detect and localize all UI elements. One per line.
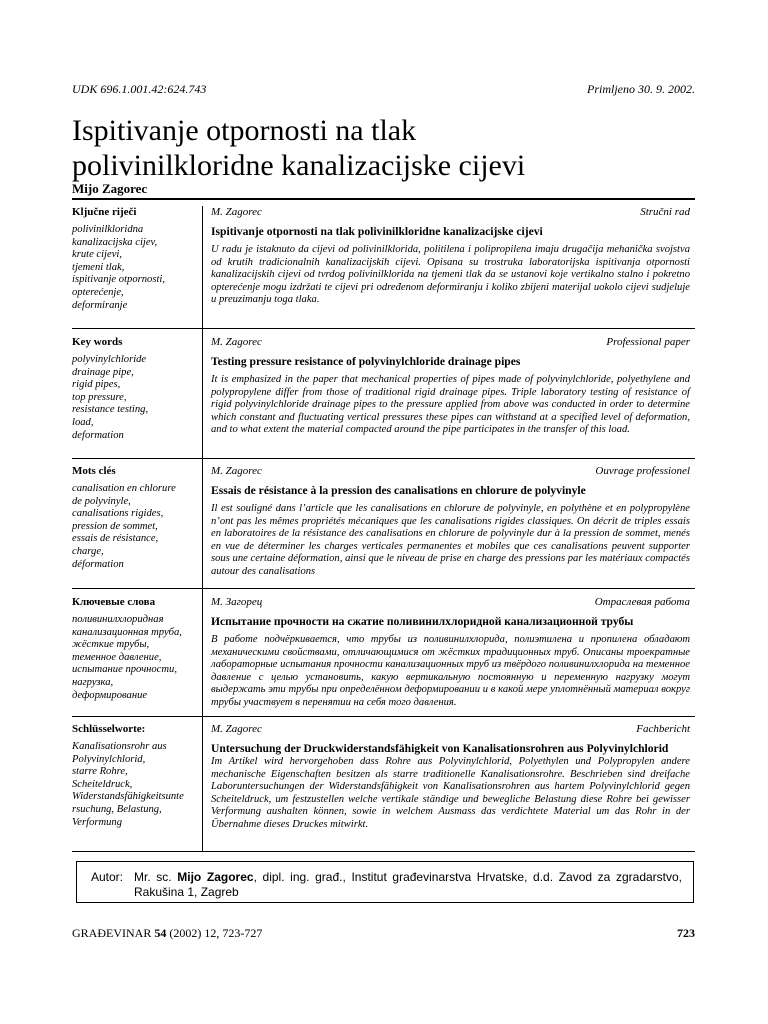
abstract-author: M. Zagorec xyxy=(211,723,262,735)
paper-type: Stručni rad xyxy=(640,206,690,218)
article-page xyxy=(72,0,695,1024)
article-title-line-1: Ispitivanje otpornosti na tlak xyxy=(72,114,417,147)
abstract-text: В работе подчёркивается, что трубы из поливинилхлорида, полиэтилена и пропилена обладают механическими свойствами, отличающимися от жёстких традиционных труб. Описаны троекратные лабораторные испытания прочности канализационных труб из твёрдого поливинилхлорида на теменное давление с целью установить, какую вертикальную постоянную и переменную нагрузку могут выдержать эти трубы при определённом деформировании и в какой мере уплотнённый материал вокруг трубы участвует в перенятии на себя того давления. xyxy=(211,634,690,708)
keywords-title: Mots clés xyxy=(72,465,116,477)
keywords-terms: Kanalisationsrohr aus Polyvinylchlorid, starre Rohre, Scheiteldruck, Widerstandsfähigkeitsunte rsuchung, Belastung, Verformung xyxy=(72,741,184,828)
abstract-title: Untersuchung der Druckwiderstandsfähigkeit von Kanalisationsrohren aus Polyvinylchlorid xyxy=(211,742,669,755)
keywords-title: Ключевые слова xyxy=(72,596,156,608)
keywords-block xyxy=(72,465,200,571)
abstract-text: It is emphasized in the paper that mechanical properties of pipes made of polyvinylchloride, polyethylene and polypropylene differ from those of traditional rigid drainage pipes. Triple laboratory testing of resistance of rigid polyvinylchloride drainage pipes to the pressure applied from above was conducted in order to determine which constant and fluctuating vertical pressures these pipes can withstand at a specified level of deformation, and to what extent the material compacted around the pipe participates in the transfer of this load. xyxy=(211,374,690,436)
abstract-block xyxy=(211,206,690,307)
keywords-title: Ključne riječi xyxy=(72,206,137,218)
abstract-header xyxy=(211,336,690,348)
keywords-block xyxy=(72,336,200,442)
keywords-terms: поливинилхлоридная канализационная труба, жёсткие трубы, теменное давление, испытание прочности, нагрузка, деформирование xyxy=(72,614,182,701)
author-info-box xyxy=(76,861,694,903)
abstract-text: Im Artikel wird hervorgehoben dass Rohre aus Polyvinylchlorid, Polyethylen und Polypropylen andere mechanische Eigenschaften besitzen als starre traditionelle Kanalisationsrohre. Beschrieben sind dreifache Laboruntersuchungen der Widerstandsfähigkeit von Kanalisationsrohren aus hartem Polyvinylchlorid gegen Scheiteldruck, um festzustellen welche vertikale ständige und bewegliche Belastung diese Rohre bei gewisser Verformung aushalten können, sowie in welchem Ausmass das verdichtete Material um das Rohr in der Übernahme dieses Druckes mitwirkt. xyxy=(211,756,690,830)
journal-citation: GRAĐEVINAR 54 (2002) 12, 723-727 xyxy=(72,926,263,940)
section-divider xyxy=(72,458,695,459)
keywords-terms: polivinilkloridna kanalizacijska cijev, krute cijevi, tjemeni tlak, ispitivanje otpornosti, opterećenje, deformiranje xyxy=(72,224,165,311)
abstract-header xyxy=(211,206,690,218)
abstract-block xyxy=(211,723,690,832)
abstract-block xyxy=(211,336,690,437)
abstract-title: Essais de résistance à la pression des canalisations en chlorure de polyvinyle xyxy=(211,484,586,497)
section-divider xyxy=(72,588,695,589)
keywords-block xyxy=(72,723,200,829)
keywords-terms: canalisation en chlorure de polyvinyle, canalisations rigides, pression de sommet, essais de résistance, charge, déformation xyxy=(72,483,176,570)
section-divider xyxy=(72,851,695,852)
abstract-header xyxy=(211,596,690,608)
abstract-title: Испытание прочности на сжатие поливинилхлоридной канализационной трубы xyxy=(211,615,634,628)
author-label: Autor: xyxy=(91,870,124,884)
udk-code: UDK 696.1.001.42:624.743 xyxy=(72,82,207,96)
abstract-author: M. Zagorec xyxy=(211,465,262,477)
paper-type: Ouvrage professionel xyxy=(595,465,690,477)
keywords-terms: polyvinylchloride drainage pipe, rigid pipes, top pressure, resistance testing, load, deformation xyxy=(72,354,149,441)
paper-type: Fachbericht xyxy=(636,723,690,735)
abstract-block xyxy=(211,465,690,579)
paper-type: Professional paper xyxy=(606,336,690,348)
keywords-title: Key words xyxy=(72,336,123,348)
abstract-header xyxy=(211,723,690,735)
received-date: Primljeno 30. 9. 2002. xyxy=(587,82,695,96)
abstract-title: Ispitivanje otpornosti na tlak polivinilkloridne kanalizacijske cijevi xyxy=(211,225,543,238)
column-divider xyxy=(202,206,203,851)
header-line xyxy=(72,82,695,97)
abstract-text: Il est souligné dans l’article que les canalisations en chlorure de polyvinyle, en polythène et en polypropylène n’ont pas les mêmes propriétés mécaniques que les canalisations rigides classiques. On décrit de triples essais en laboratoires de la résistance des canalisations en chlorure de polyvinyle dur à la pression de sommet, menés en vue de déterminer les charges verticales permanentes et mobiles que ces canalisations peuvent supporter sous une certaine déformation, ainsi que le niveau de prise en charge des pressions par les matériaux compactés autour des canalisations xyxy=(211,503,690,577)
page-footer xyxy=(72,926,695,941)
article-title xyxy=(72,113,525,183)
abstract-text: U radu je istaknuto da cijevi od polivinilklorida, politilena i polipropilena imaju drugačija mehanička svojstva od krutih tradicionalnih kanalizacijskih cijevi. Opisana su trostruka laboratorijska ispitivanja otpornosti kanalizacijskih cijevi od tvrdog polivinilklorida na tjemeni tlak da se ustanovi koje vertikalno stalno i pokretno opterećenje mogu izdržati te cijevi pri određenom deformiranju i koliko zbijeni materijal uokolo cijevi sudjeluje u preuzimanju toga tlaka. xyxy=(211,244,690,306)
article-author: Mijo Zagorec xyxy=(72,181,148,196)
keywords-title: Schlüsselworte: xyxy=(72,723,146,735)
author-details: Mr. sc. Mijo Zagorec, dipl. ing. građ., Institut građevinarstva Hrvatske, d.d. Zavod za zgradarstvo, Rakušina 1, Zagreb xyxy=(134,870,682,899)
abstract-author: M. Zagorec xyxy=(211,206,262,218)
section-divider xyxy=(72,716,695,717)
article-title-line-2: polivinilkloridne kanalizacijske cijevi xyxy=(72,149,526,182)
keywords-block xyxy=(72,206,200,312)
abstract-author: M. Zagorec xyxy=(211,336,262,348)
abstract-block xyxy=(211,596,690,710)
keywords-block xyxy=(72,596,200,702)
paper-type: Отраслевая работа xyxy=(594,596,690,608)
abstract-header xyxy=(211,465,690,477)
abstract-title: Testing pressure resistance of polyvinylchloride drainage pipes xyxy=(211,355,521,368)
section-divider xyxy=(72,328,695,329)
abstract-author: M. Загорец xyxy=(211,596,263,608)
title-rule xyxy=(72,198,695,200)
page-number: 723 xyxy=(677,926,695,940)
